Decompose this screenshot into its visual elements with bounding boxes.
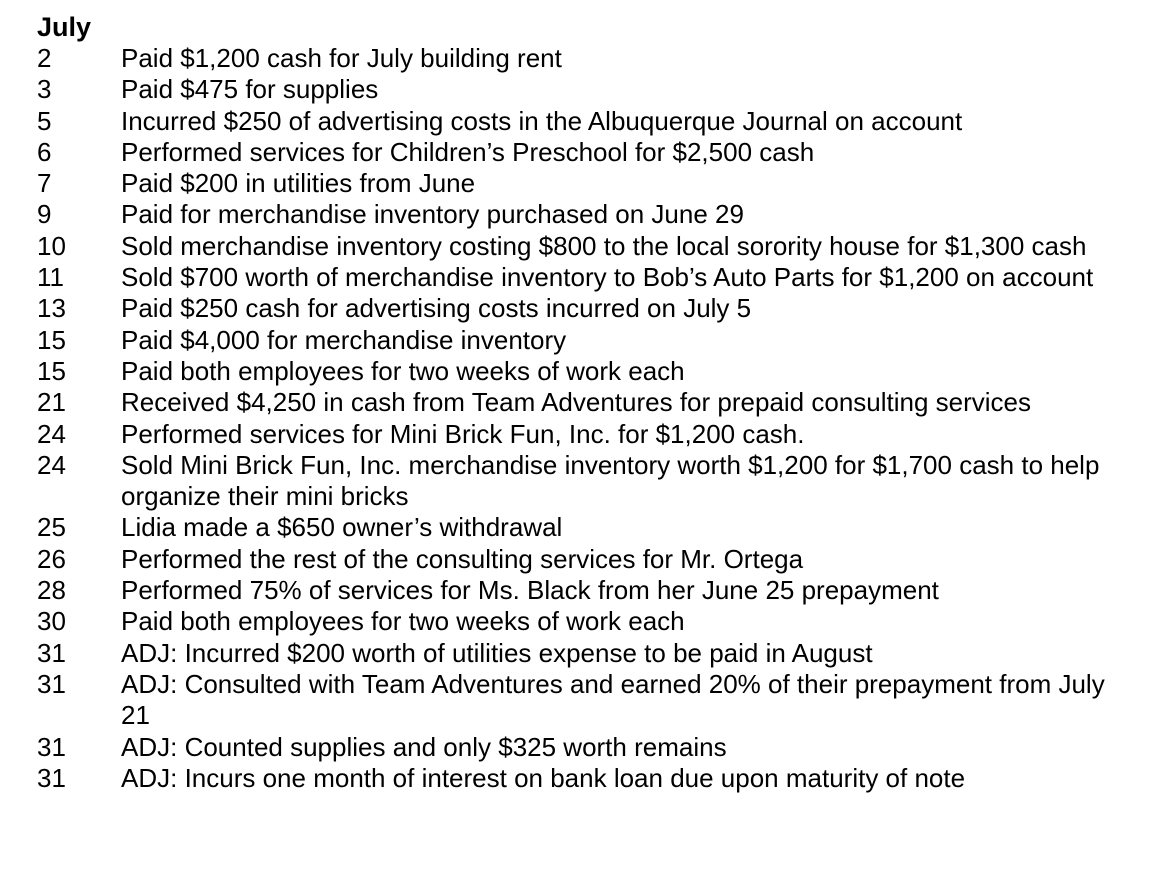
list-item xyxy=(0,231,1176,262)
entry-day: 15 xyxy=(37,324,66,355)
transaction-list xyxy=(0,43,1176,794)
list-item xyxy=(0,325,1176,356)
entry-day: 31 xyxy=(37,762,66,793)
entry-description: Sold Mini Brick Fun, Inc. merchandise inventory worth $1,200 for $1,700 cash to help organize their mini bricks xyxy=(121,449,1100,512)
entry-description: Paid $4,000 for merchandise inventory xyxy=(121,324,567,355)
entry-day: 2 xyxy=(37,43,52,73)
entry-description: ADJ: Consulted with Team Adventures and earned 20% of their prepayment from July 21 xyxy=(121,668,1105,731)
list-item xyxy=(0,544,1176,575)
entry-day: 30 xyxy=(37,606,66,637)
entry-description: Performed services for Mini Brick Fun, Inc. for $1,200 cash. xyxy=(121,418,805,449)
entry-description: Incurred $250 of advertising costs in the Albuquerque Journal on account xyxy=(121,105,963,136)
entry-description: Received $4,250 in cash from Team Adventures for prepaid consulting services xyxy=(121,387,1032,418)
list-item xyxy=(0,606,1176,637)
entry-day: 10 xyxy=(37,230,66,261)
list-item xyxy=(0,106,1176,137)
list-item xyxy=(0,137,1176,168)
entry-description: Paid $1,200 cash for July building rent xyxy=(121,43,562,73)
entry-description: Sold merchandise inventory costing $800 to the local sorority house for $1,300 cash xyxy=(121,230,1087,261)
entry-day: 21 xyxy=(37,387,66,418)
entry-day: 13 xyxy=(37,293,66,324)
entry-description: Performed services for Children’s Preschool for $2,500 cash xyxy=(121,136,815,167)
entry-description: ADJ: Incurs one month of interest on bank loan due upon maturity of note xyxy=(121,762,966,793)
list-item xyxy=(0,669,1176,732)
entry-day: 24 xyxy=(37,418,66,449)
entry-description: Paid $250 cash for advertising costs incurred on July 5 xyxy=(121,293,752,324)
list-item xyxy=(0,293,1176,324)
entry-day: 26 xyxy=(37,543,66,574)
entry-day: 31 xyxy=(37,731,66,762)
entry-description: ADJ: Incurred $200 worth of utilities expense to be paid in August xyxy=(121,637,873,668)
entry-day: 11 xyxy=(37,262,64,293)
list-item xyxy=(0,512,1176,543)
entry-day: 24 xyxy=(37,449,66,480)
entry-description: Performed the rest of the consulting services for Mr. Ortega xyxy=(121,543,804,574)
entry-day: 28 xyxy=(37,575,66,606)
list-item xyxy=(0,168,1176,199)
entry-day: 31 xyxy=(37,668,66,699)
entry-day: 6 xyxy=(37,136,52,167)
list-item xyxy=(0,732,1176,763)
entry-day: 15 xyxy=(37,355,66,386)
entry-day: 7 xyxy=(37,168,52,199)
entry-description: Paid $475 for supplies xyxy=(121,74,379,105)
list-item xyxy=(0,575,1176,606)
entry-day: 25 xyxy=(37,512,66,543)
entry-description: Lidia made a $650 owner’s withdrawal xyxy=(121,512,563,543)
entry-day: 3 xyxy=(37,74,52,105)
list-item xyxy=(0,43,1176,74)
entry-description: Paid for merchandise inventory purchased on June 29 xyxy=(121,199,744,230)
list-item xyxy=(0,199,1176,230)
entry-description: ADJ: Counted supplies and only $325 worth remains xyxy=(121,731,727,762)
month-heading: July xyxy=(37,12,92,42)
entry-day: 31 xyxy=(37,637,66,668)
entry-day: 9 xyxy=(37,199,52,230)
list-item xyxy=(0,356,1176,387)
list-item xyxy=(0,763,1176,794)
entry-description: Paid both employees for two weeks of work each xyxy=(121,606,685,637)
list-item xyxy=(0,387,1176,418)
list-item xyxy=(0,638,1176,669)
list-item xyxy=(0,74,1176,105)
entry-description: Paid both employees for two weeks of work each xyxy=(121,355,685,386)
entry-description: Paid $200 in utilities from June xyxy=(121,168,476,199)
list-item xyxy=(0,419,1176,450)
entry-day: 5 xyxy=(37,105,52,136)
list-item xyxy=(0,450,1176,513)
entry-description: Sold $700 worth of merchandise inventory to Bob’s Auto Parts for $1,200 on account xyxy=(121,262,1094,293)
list-item xyxy=(0,262,1176,293)
entry-description: Performed 75% of services for Ms. Black from her June 25 prepayment xyxy=(121,575,939,606)
